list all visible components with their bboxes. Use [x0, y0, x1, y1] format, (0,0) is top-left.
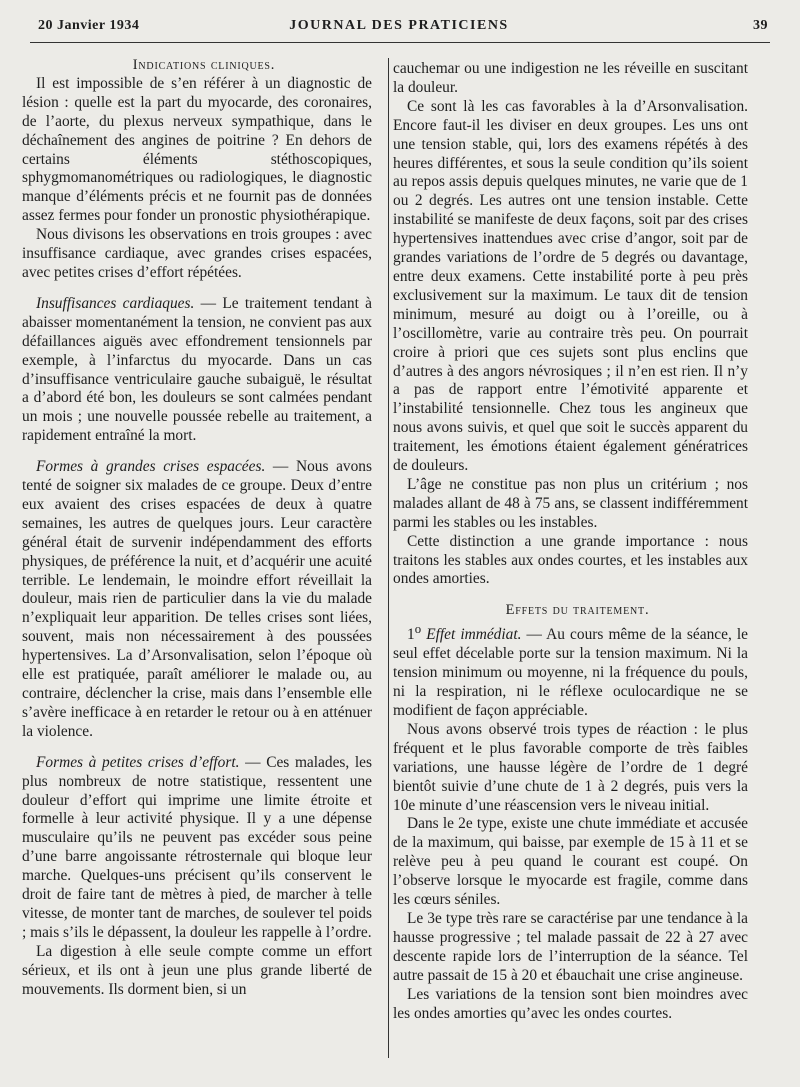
- header-page-number: 39: [753, 18, 768, 33]
- header-rule: [30, 42, 770, 43]
- header-date: 20 Janvier 1934: [38, 18, 140, 33]
- column-divider: [388, 58, 389, 1058]
- section-title-indications: Indications cliniques.: [132, 57, 276, 73]
- paragraph-text: — Ces malades, les plus nombreux de notre statistique, ressentent une douleur d’effort qui imprime une limite étroite et formelle à leur activité physique. Il y a une dépense musculaire qu’ils ne peuvent pas excéder sous peine d’une barre angoissante rétrosternale qui bloque leur marche. Quelques-uns précisent qu’ils conservent le droit de faire tant de mètres à pied, de marcher à telle vitesse, de monter tant de marches, de soulever tel poids ; mais s’ils le dépassent, la douleur les rappelle à l’ordre.: [22, 753, 372, 941]
- paragraph: Nous avons observé trois types de réaction : le plus fréquent et le plus favorable comporte de très faibles variations, une hausse légère de l’ordre de 1 degré bientôt suivie d’une chute de 1 à 2 degrés, puis vers la 10e minute d’une réascension vers le niveau initial.: [393, 720, 748, 814]
- running-header: [30, 18, 768, 38]
- paragraph-insuffisances: [22, 295, 372, 446]
- paragraph-lead: Insuffisances cardiaques.: [36, 294, 195, 312]
- section-title-effets: Effets du traitement.: [505, 602, 650, 619]
- paragraph: L’âge ne constitue pas non plus un critérium ; nos malades allant de 48 à 75 ans, se classent indifféremment parmi les stables ou les instables.: [393, 475, 748, 531]
- header-journal-title: JOURNAL DES PRATICIENS: [289, 18, 509, 33]
- paragraph: Le 3e type très rare se caractérise par une tendance à la hausse progressive ; tel malade passait de 22 à 27 avec descente rapide lors de l’interruption de la séance. Tel autre passait de 15 à 20 et ébauchait une crise angineuse.: [393, 910, 748, 984]
- right-column: [393, 60, 748, 1023]
- left-column: [22, 56, 372, 1000]
- paragraph-grandes-crises: [22, 458, 372, 742]
- paragraph-text: — Nous avons tenté de soigner six malades de ce groupe. Deux d’entre eux avaient des crises espacées de deux à quatre semaines, les autres de quelques jours. Leur caractère général était de survenir indépendamment des efforts physiques, de préférence la nuit, et d’acquérir une acuité terrible. Le lendemain, le moindre effort réveillait la douleur, mais rien de particulier dans la vie du malade n’expliquait leur apparition. De telles crises sont liées, souvent, mais non nécessairement à des poussées hypertensives. La d’Arsonvalisation, selon l’époque où elle est pratiquée, paraît améliorer le malade ou, au contraire, déclencher la crise, mais dans l’ensemble elle s’avère inefficace à en retarder le retour ou à en atténuer la violence.: [22, 458, 372, 740]
- paragraph-effet-immediat: [393, 620, 748, 721]
- paragraph-text: — Au cours même de la séance, le seul effet décelable porte sur la tension maximum. Ni la tension minimum ou moyenne, ni la fréquence du pouls, ni la respiration, ni le réflexe oculocardique ne se modifient de façon appréciable.: [393, 626, 748, 720]
- paragraph-lead: Formes à petites crises d’effort.: [36, 753, 240, 771]
- paragraph: La digestion à elle seule compte comme un effort sérieux, et ils ont à jeun une plus grande liberté de mouvements. Ils dorment bien, si un: [22, 942, 372, 998]
- paragraph: Ce sont là les cas favorables à la d’Arsonvalisation. Encore faut-il les diviser en deux groupes. Les uns ont une tension stable, qui, lors des examens répétés à des heures différentes, et sous la seule condition qu’ils soient au repos assis depuis quelques minutes, ne varie que de 1 ou 2 degrés. Les autres ont une tension instable. Cette instabilité se manifeste de deux façons, soit par des crises hypertensives inattendues avec crise d’angor, soit par de grandes variations de l’ordre de 5 degrés ou davantage, entre deux examens. Cette instabilité porte à peu près exclusivement sur la maximum. Le taux dit de tension minimum, mesuré au doigt ou à l’oreille, ou à l’oscillomètre, varie au contraire très peu. On pourrait croire à priori que ces sujets sont plus enclins que d’autres à des angors névrosiques ; il n’en est rien. Il n’y a pas de rapport entre l’émotivité apparente et l’instabilité tensionnelle. Chez tous les angineux que nous avons suivis, et quel que soit le succès apparent du traitement, les émotions étaient également génératrices de douleurs.: [393, 97, 748, 475]
- paragraph: Dans le 2e type, existe une chute immédiate et accusée de la maximum, qui baisse, par exemple de 15 à 11 et se relève peu à peu quand le courant est coupé. On l’observe lorsque le myocarde est fragile, comme dans les cœurs séniles.: [393, 815, 748, 909]
- paragraph-text: — Le traitement tendant à abaisser momentanément la tension, ne convient pas aux défaillances aiguës avec effondrement tensionnels par exemple, à l’infarctus du myocarde. Dans un cas d’insuffisance ventriculaire gauche subaiguë, le résultat a d’abord été bon, les douleurs se sont calmées pendant un mois ; une nouvelle poussée rebelle au traitement, a rapidement entraîné la mort.: [22, 294, 372, 445]
- paragraph: Les variations de la tension sont bien moindres avec les ondes amorties qu’avec les ondes courtes.: [393, 985, 748, 1022]
- paragraph-lead: Formes à grandes crises espacées.: [36, 458, 266, 476]
- paragraph-petites-crises: [22, 754, 372, 943]
- paragraph: Cette distinction a une grande importance : nous traitons les stables aux ondes courtes, et les instables aux ondes amorties.: [393, 532, 748, 588]
- list-number-superscript: o: [414, 622, 422, 637]
- paragraph: Nous divisons les observations en trois groupes : avec insuffisance cardiaque, avec grandes crises espacées, avec petites crises d’effort répétées.: [22, 226, 372, 281]
- list-number: 1: [407, 626, 415, 644]
- paragraph-lead: Effet immédiat.: [426, 626, 522, 644]
- paragraph: Il est impossible de s’en référer à un diagnostic de lésion : quelle est la part du myocarde, des coronaires, de l’aorte, du plexus nerveux sympathique, dans le déchaînement des angines de poitrine ? En dehors de certains éléments stéthoscopiques, sphygmomanométriques ou radiologiques, le diagnostic manque d’éléments précis et ne fournit pas de données assez fermes pour fonder un pronostic physiothérapique.: [22, 74, 372, 225]
- paragraph-continued: cauchemar ou une indigestion ne les réveille en suscitant la douleur.: [393, 60, 748, 96]
